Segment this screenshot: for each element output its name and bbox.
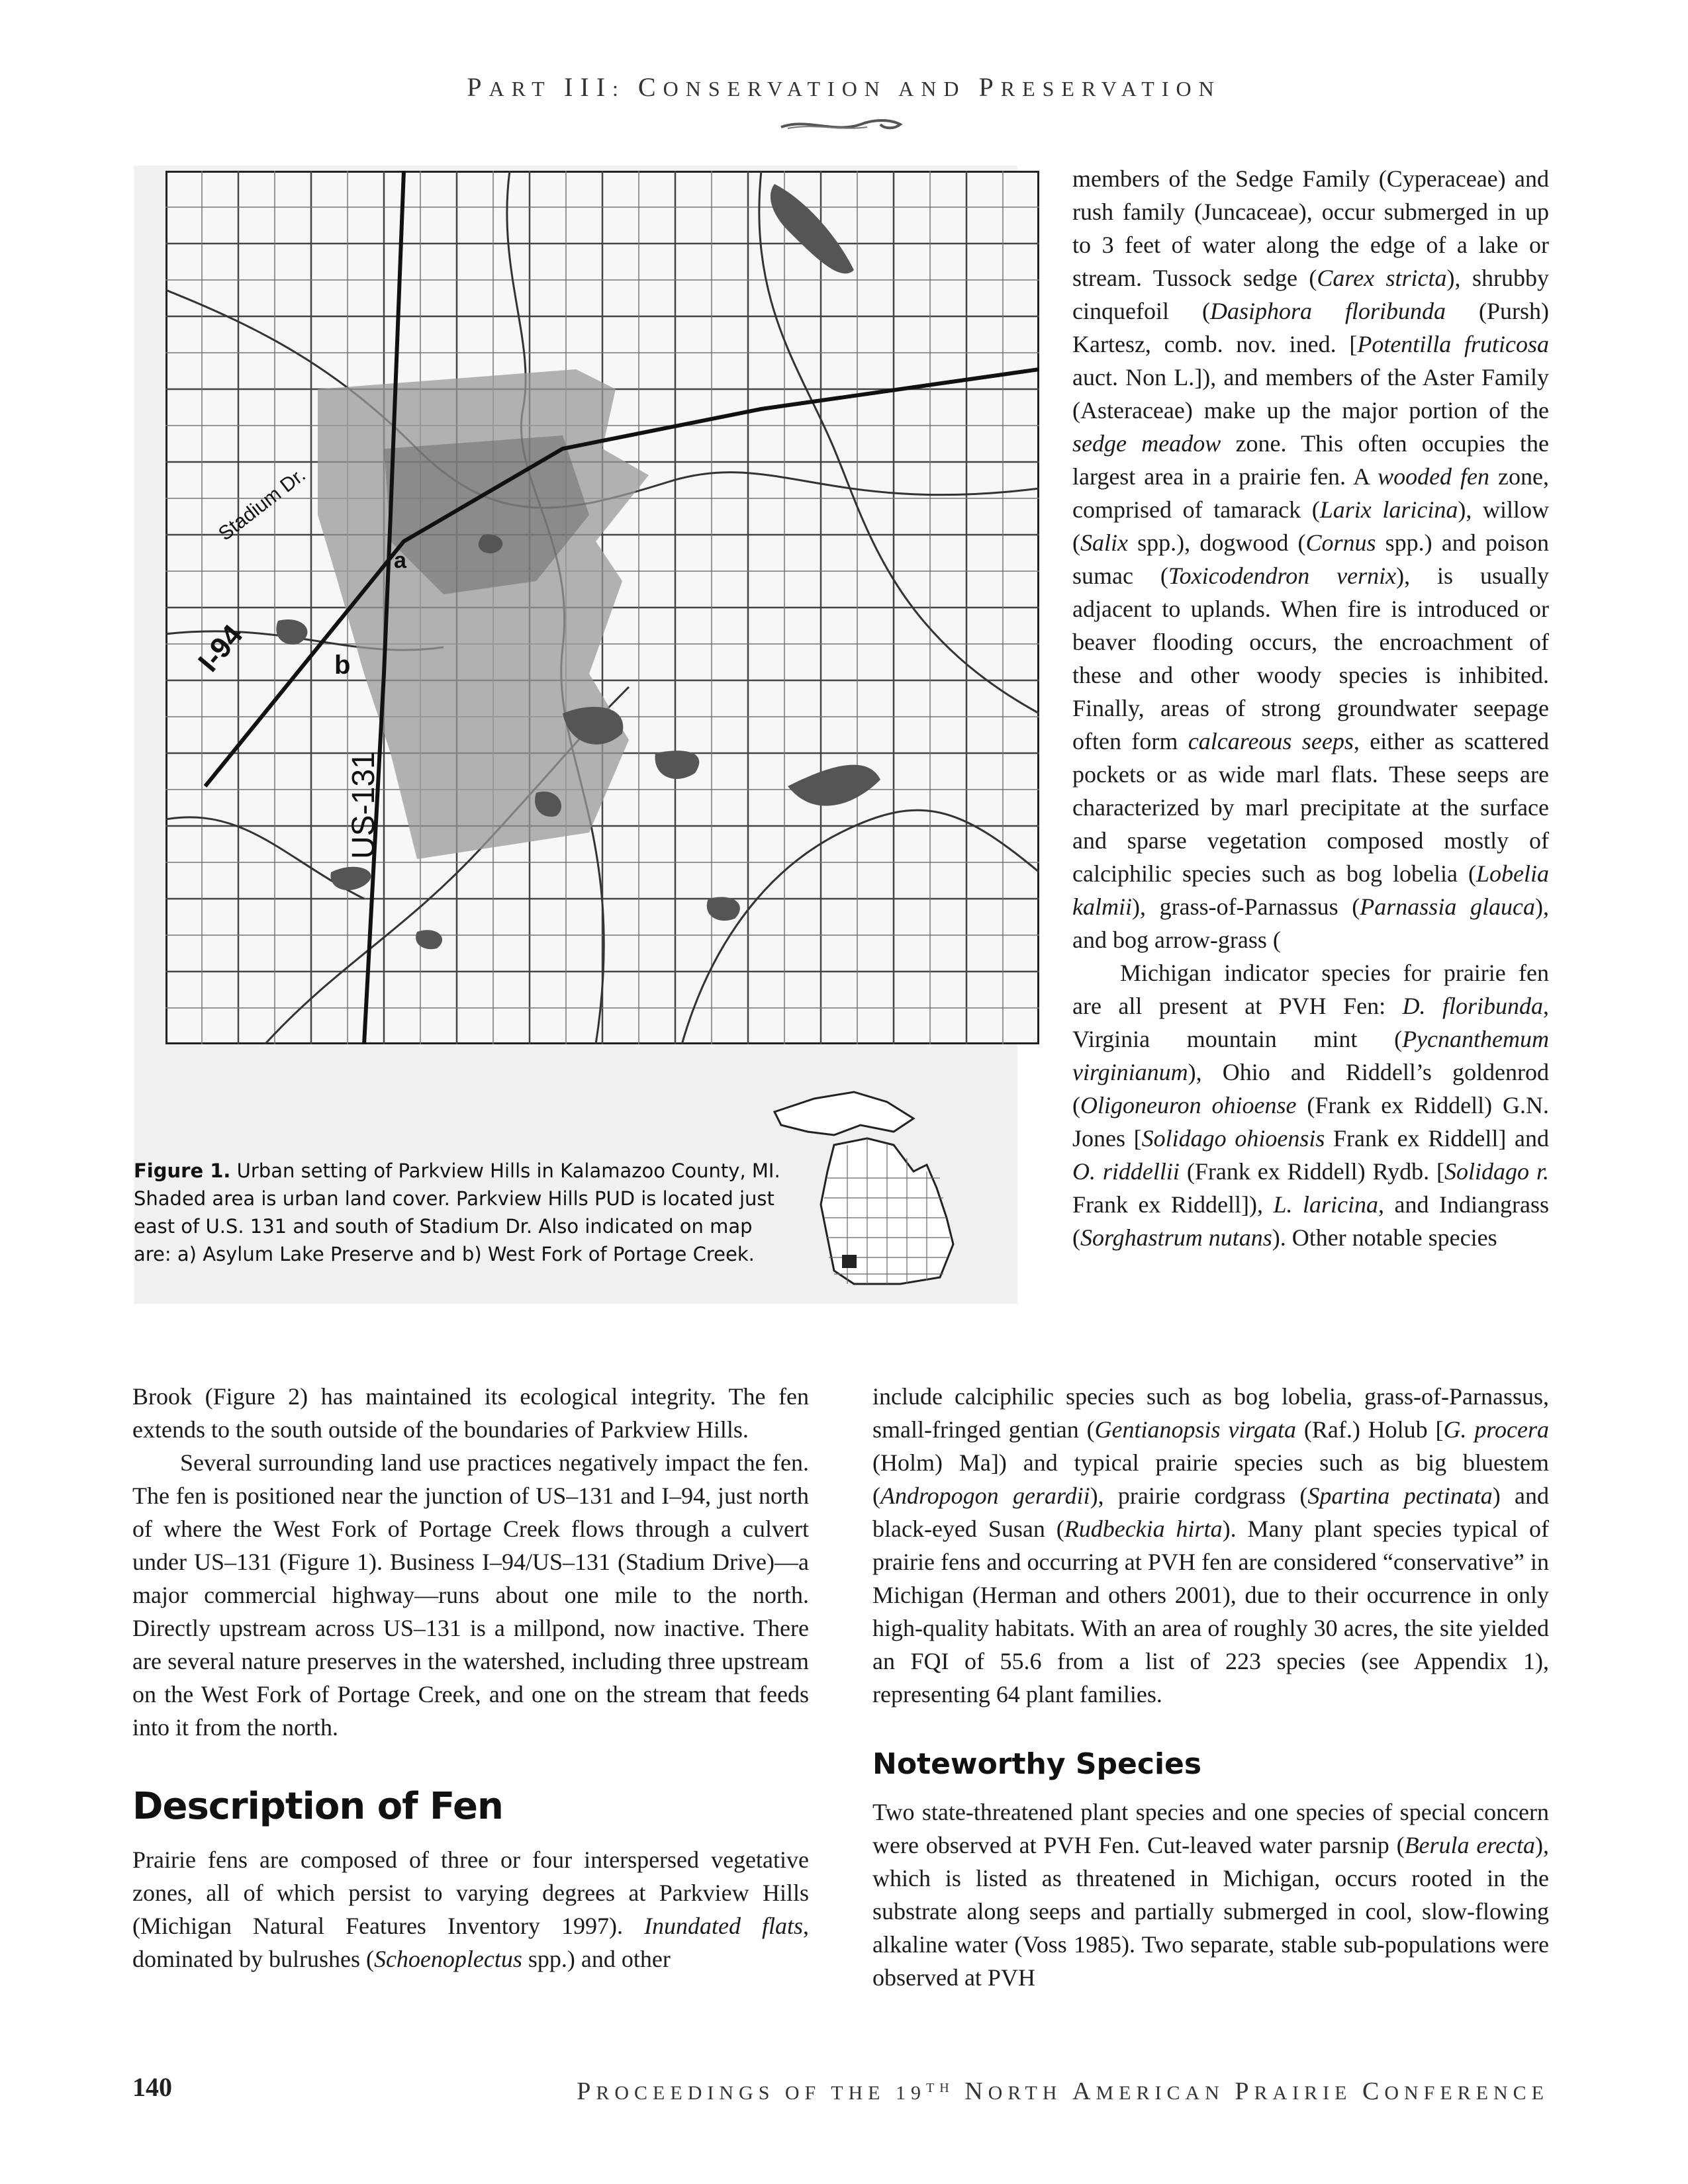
figure-caption-text: Urban setting of Parkview Hills in Kalamazoo County, MI. Shaded area is urban land cover. Parkview Hills PUD is located just east of U.S. 131 and south of Stadium Dr. Also indicated on map are: a) Asylum Lake Preserve and b) West Fork of Portage Creek.: [134, 1160, 780, 1265]
map-label-point-a: a: [394, 548, 406, 573]
figure-label: Figure 1.: [134, 1160, 231, 1182]
map-label-stadium: Stadium Dr.: [214, 464, 310, 545]
heading-description-of-fen: Description of Fen: [132, 1785, 503, 1828]
paragraph-brook: Brook (Figure 2) has maintained its ecological integrity. The fen extends to the south outside of the boundaries of Parkview Hills.: [132, 1383, 809, 1443]
paragraph-zones-continued: members of the Sedge Family (Cyperaceae) and rush family (Juncaceae), occur submerged in up to 3 feet of water along the edge of a lake or stream. Tussock sedge (Carex stricta), shrubby cinquefoil (Dasiphora floribunda (Pursh) Kartesz, comb. nov. ined. [Potentilla fruticosa auct. Non L.]), and members of the Aster Family (Asteraceae) make up the major portion of the sedge meadow zone. This often occupies the largest area in a prairie fen. A wooded fen zone, comprised of tamarack (Larix laricina), willow (Salix spp.), dogwood (Cornus spp.) and poison sumac (Toxicodendron vernix), is usually adjacent to uplands. When fire is introduced or beaver flooding occurs, the encroachment of these and other woody species is inhibited. Finally, areas of strong groundwater seepage often form calcareous seeps, either as scattered pockets or as wide marl flats. These seeps are characterized by marl precipitate at the surface and sparse vegetation composed mostly of calciphilic species such as bog lobelia (Lobelia kalmii), grass-of-Parnassus (Parnassia glauca), and bog arrow-grass (: [1072, 165, 1550, 953]
paragraph-indicator-species: Michigan indicator species for prairie fen are all present at PVH Fen: D. floribunda, Virginia mountain mint (Pycnanthemum virginianum), Ohio and Riddell’s goldenrod (Oligoneuron ohioense (Frank ex Riddell) G.N. Jones [Solidago ohioensis Frank ex Riddell] and O. riddellii (Frank ex Riddell) Rydb. [Solidago r. Frank ex Riddell]), L. laricina, and Indiangrass (Sorghastrum nutans). Other notable species: [1072, 960, 1550, 1251]
right-column-lower-text: [872, 1380, 1549, 1994]
page-number: 140: [132, 2072, 172, 2102]
paragraph-prairie-fens: Prairie fens are composed of three or four interspersed vegetative zones, all of which persist to varying degrees at Parkview Hills (Michigan Natural Features Inventory 1997). Inundated flats, dominated by bulrushes (Schoenoplectus spp.) and other: [132, 1846, 810, 1972]
figure-caption: [134, 1157, 796, 1268]
flourish-ornament-icon: [774, 111, 914, 138]
left-column-text: [132, 1380, 809, 1976]
map-label-point-b: b: [334, 651, 351, 680]
paragraph-noteworthy-species: Two state-threatened plant species and one species of special concern were observed at PVH Fen. Cut-leaved water parsnip (Berula erecta), which is listed as threatened in Michigan, occurs rooted in the substrate along seeps and partially submerged in cool, slow-flowing alkaline water (Voss 1985). Two separate, stable sub-populations were observed at PVH: [872, 1799, 1550, 1991]
running-footer: PROCEEDINGS OF THE 19TH NORTH AMERICAN PRAIRIE CONFERENCE: [577, 2077, 1549, 2105]
paragraph-land-use: Several surrounding land use practices negatively impact the fen. The fen is positioned near the junction of US–131 and I–94, just north of where the West Fork of Portage Creek flows through a culvert under US–131 (Figure 1). Business I–94/US–131 (Stadium Drive)—a major commercial highway—runs about one mile to the north. Directly upstream across US–131 is a millpond, now inactive. There are several nature preserves in the watershed, including three upstream on the West Fork of Portage Creek, and one on the stream that feeds into it from the north.: [132, 1449, 809, 1741]
michigan-locator-map: [755, 1072, 1033, 1297]
heading-noteworthy-species: Noteworthy Species: [872, 1747, 1202, 1781]
kalamazoo-county-map: [165, 171, 1039, 1044]
right-column-text: [1072, 162, 1549, 1254]
map-label-us131: US-131: [346, 751, 381, 859]
map-label-i94: I-94: [192, 618, 250, 678]
paragraph-notable-species: include calciphilic species such as bog lobelia, grass-of-Parnassus, small-fringed gentian (Gentianopsis virgata (Raf.) Holub [G. procera (Holm) Ma]) and typical prairie species such as big bluestem (Andropogon gerardii), prairie cordgrass (Spartina pectinata) and black-eyed Susan (Rudbeckia hirta). Many plant species typical of prairie fens and occurring at PVH fen are considered “conservative” in Michigan (Herman and others 2001), due to their occurrence in only high-quality habitats. With an area of roughly 30 acres, the site yielded an FQI of 55.6 from a list of 223 species (see Appendix 1), representing 64 plant families.: [872, 1383, 1549, 1707]
running-header: PART III: CONSERVATION AND PRESERVATION: [467, 72, 1221, 102]
